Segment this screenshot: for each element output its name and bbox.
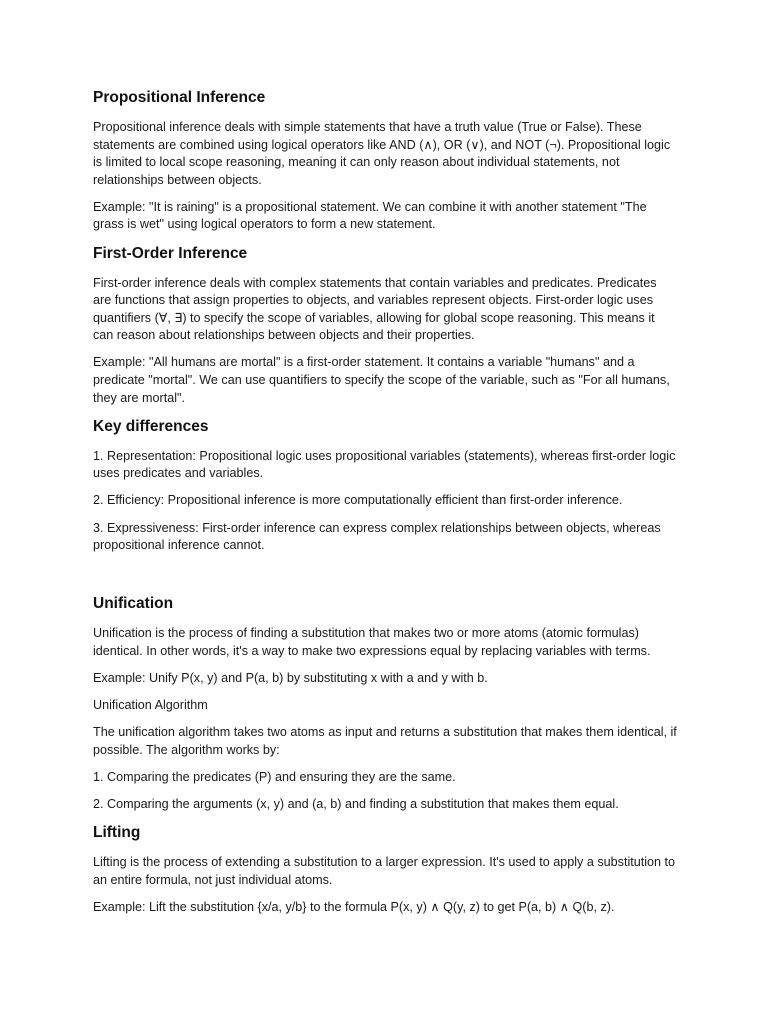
paragraph: Lifting is the process of extending a substitution to a larger expression. It's used to apply a substitution to an entire formula, not just individual atoms.	[93, 854, 676, 887]
section-key-differences	[93, 417, 678, 555]
section-heading: First-Order Inference	[93, 244, 248, 262]
list-item: 1. Representation: Propositional logic uses propositional variables (statements), whereas first-order logic uses predicates and variables.	[93, 448, 676, 481]
paragraph: Unification is the process of finding a substitution that makes two or more atoms (atomic formulas) identical. In other words, it's a way to make two expressions equal by replacing variables with terms.	[93, 626, 651, 658]
list-item: 2. Comparing the arguments (x, y) and (a, b) and finding a substitution that makes them equal.	[93, 796, 619, 811]
paragraph: The unification algorithm takes two atoms as input and returns a substitution that makes them identical, if possible. The algorithm works by:	[93, 725, 677, 757]
section-unification	[93, 594, 678, 813]
section-heading: Propositional Inference	[93, 89, 266, 106]
paragraph: Example: Unify P(x, y) and P(a, b) by substituting x with a and y with b.	[93, 670, 488, 685]
subheading: Unification Algorithm	[93, 697, 208, 712]
section-spacer	[93, 564, 678, 594]
paragraph: Propositional inference deals with simple statements that have a truth value (True or False). These statements are combined using logical operators like AND (∧), OR (∨), and NOT (¬). Propositional logic is limited to local scope reasoning, meaning it can only reason about individual statements, not relationships between objects.	[93, 120, 671, 187]
paragraph: First-order inference deals with complex statements that contain variables and predicates. Predicates are functions that assign properties to objects, and variables represent objects. First-order logic uses quantifiers (∀, ∃) to specify the scope of variables, allowing for global scope reasoning. This means it can reason about relationships between objects and their properties.	[93, 275, 657, 343]
section-propositional-inference	[93, 88, 678, 234]
section-lifting	[93, 823, 678, 916]
list-item: 1. Comparing the predicates (P) and ensuring they are the same.	[93, 769, 456, 784]
section-heading: Unification	[93, 595, 174, 613]
section-heading: Lifting	[93, 823, 141, 841]
list-item: 3. Expressiveness: First-order inference can express complex relationships between objects, whereas propositional inference cannot.	[93, 520, 661, 553]
paragraph: Example: Lift the substitution {x/a, y/b} to the formula P(x, y) ∧ Q(y, z) to get P(a, b) ∧ Q(b, z).	[93, 899, 615, 914]
section-first-order-inference	[93, 244, 678, 408]
section-heading: Key differences	[93, 417, 209, 435]
paragraph: Example: "All humans are mortal" is a first-order statement. It contains a variable "humans" and a predicate "mortal". We can use quantifiers to specify the scope of the variable, such as "For all humans, they are mortal".	[93, 355, 670, 405]
list-item: 2. Efficiency: Propositional inference is more computationally efficient than first-order inference.	[93, 493, 623, 508]
paragraph: Example: "It is raining" is a propositional statement. We can combine it with another statement "The grass is wet" using logical operators to form a new statement.	[93, 199, 647, 232]
